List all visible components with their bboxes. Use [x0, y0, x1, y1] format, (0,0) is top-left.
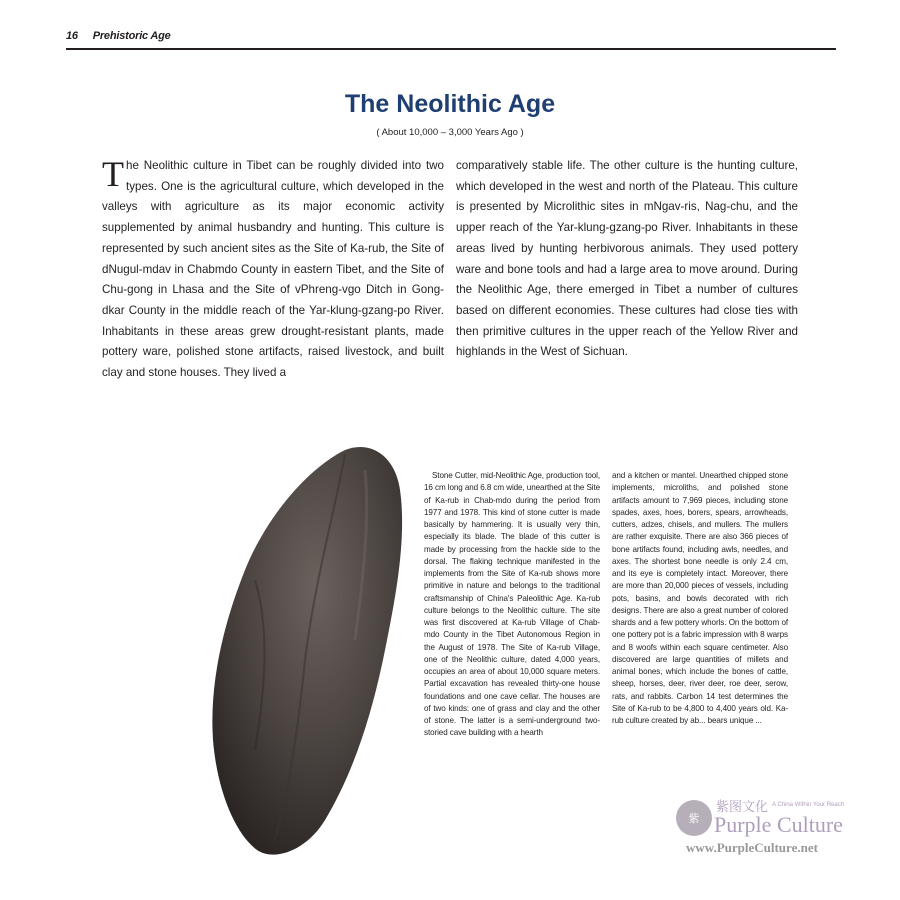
body-column-left	[102, 156, 444, 384]
watermark-seal: 紫	[676, 800, 712, 836]
caption-left: Stone Cutter, mid-Neolithic Age, production tool, 16 cm long and 6.8 cm wide, unearthed at the Site of Ka-rub in Chab-mdo during the period from 1977 and 1978. This kind of stone cutter is made basically by hammering. It is usually very thin, especially its blade. The blade of this cutter is made by processing from the hackle side to the dorsal. The flaking technique manifested in the implements from the Site of Ka-rub shows more primitive in nature and belongs to the traditional craftsmanship of China's Paleolithic Age. Ka-rub culture belongs to the Neolithic culture. The site was first discovered at Ka-rub Village of Chab-mdo County in the Tibet Autonomous Region in the August of 1978. The Site of Ka-rub Village, one of the Neolithic culture, dated 4,000 years, occupies an area of about 10,000 square meters. Partial excavation has revealed thirty-one house foundations and one cave cellar. The houses are of two kinds: one of grass and clay and the other of stone. The latter is a semi-underground two-storied cave building with a hearth	[424, 471, 600, 738]
watermark-tagline: A China Within Your Reach	[772, 802, 845, 808]
body-text-left: he Neolithic culture in Tibet can be roughly divided into two types. One is the agricultural culture, which developed in the valleys with agriculture as its major economic activity supplemented by animal husbandry and hunting. This culture is represented by such ancient sites as the Site of Ka-rub, the Site of dNugul-mdav in Chabmdo County in eastern Tibet, and the Site of Chu-gong in Lhasa and the Site of vPhreng-vgo Ditch in Gong-dkar County in the middle reach of the Yar-klung-gzang-po River. Inhabitants in these areas grew drought-resistant plants, made pottery ware, polished stone artifacts, raised livestock, and built clay and stone houses. They lived a	[102, 159, 444, 380]
watermark-brand-cn: 紫图文化	[716, 800, 769, 815]
caption-right: and a kitchen or mantel. Unearthed chipped stone implements, microliths, and polished stone artifacts amount to 7,969 pieces, including stone spades, axes, hoes, borers, spears, arrowheads, cutters, adzes, chisels, and mullers. The mullers are rather exquisite. There are also 366 pieces of bone artifacts found, including awls, needles, and axes. The shortest bone needle is only 2.4 cm, and its eye is completely intact. Moreover, there are more than 20,000 pieces of vessels, including pots, basins, and bowls decorated with rich designs. There are also a great number of colored shards and a few pottery whorls. On the bottom of one pottery pot is a fabric impression with 8 warps and 8 woofs within each square centimeter. Also discovered are large quantities of millets and animal bones, which include the bones of cattle, sheep, horses, deer, river deer, roe deer, serow, rats, and rabbits. Carbon 14 test determines the Site of Ka-rub to be 4,800 to 4,400 years old. Ka-rub culture created by ab... bears unique ...	[612, 471, 788, 725]
running-header	[66, 30, 836, 50]
drop-cap: T	[102, 154, 124, 194]
watermark	[676, 800, 876, 860]
page-number: 16	[66, 30, 78, 42]
section-title: Prehistoric Age	[92, 30, 171, 42]
stone-cutter-illustration	[195, 430, 415, 870]
body-text-right: comparatively stable life. The other culture is the hunting culture, which developed in the west and north of the Plateau. This culture is presented by Microlithic sites in mNgav-ris, Nag-chu, and the upper reach of the Yar-klung-gzang-po River. Inhabitants in these areas lived by hunting herbivorous animals. They used pottery ware and bone tools and had a large area to move around. During the Neolithic Age, there emerged in Tibet a number of cultures based on different economies. These cultures had close ties with then primitive cultures in the upper reach of the Yellow River and highlands in the West of Sichuan.	[456, 159, 798, 359]
watermark-url: www.PurpleCulture.net	[686, 840, 818, 855]
page-subtitle: ( About 10,000 – 3,000 Years Ago )	[376, 127, 524, 138]
body-column-right	[456, 156, 798, 363]
watermark-brand: Purple Culture	[714, 812, 843, 837]
stone-cutter-image	[195, 430, 415, 870]
page-title: The Neolithic Age	[344, 90, 556, 118]
